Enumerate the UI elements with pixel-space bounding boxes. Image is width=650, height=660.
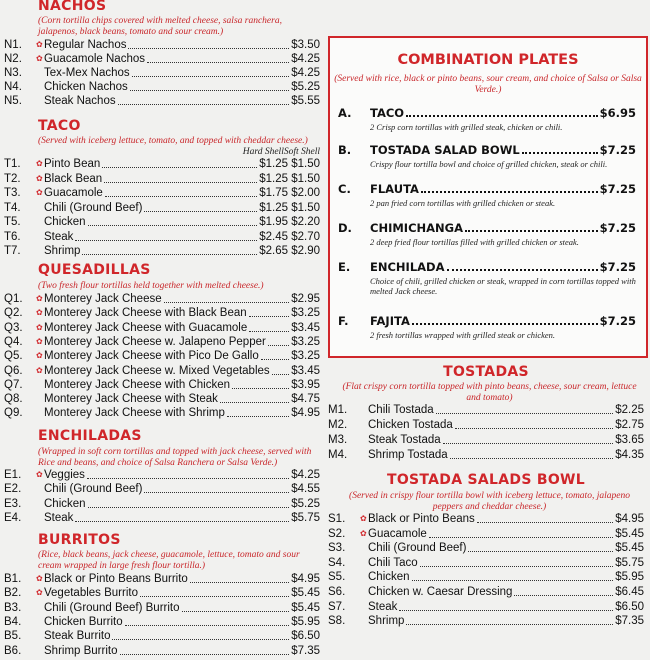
item-name: Guacamole Nachos — [44, 53, 145, 66]
item-price: $4.95 — [291, 573, 320, 585]
hard-shell-price: $1.25 — [259, 158, 288, 170]
item-price: $5.95 — [291, 615, 320, 628]
item-name: Chili (Ground Beef) Burrito — [44, 601, 180, 614]
combination-item — [338, 106, 636, 132]
item-code: T3. — [4, 187, 21, 199]
combination-description: 2 Crisp corn tortillas with grilled steak, chicken or chili. — [370, 122, 563, 132]
burritos-title: BURRITOS — [38, 532, 121, 548]
combination-price: $7.25 — [599, 221, 636, 235]
menu-item-row — [4, 601, 320, 615]
dot-leader — [104, 182, 257, 183]
menu-item-row — [328, 585, 644, 599]
item-code: Q6. — [4, 364, 23, 377]
dot-leader — [164, 302, 290, 303]
item-price: $5.45 — [291, 587, 320, 600]
veggie-icon: ✿ — [36, 40, 43, 49]
combination-letter: C. — [338, 182, 351, 196]
item-code: Q8. — [4, 393, 23, 406]
menu-item-row — [4, 378, 320, 392]
item-code: Q2. — [4, 307, 23, 320]
veggie-icon: ✿ — [36, 351, 43, 361]
menu-item-row — [4, 38, 320, 52]
dot-leader — [182, 611, 290, 612]
item-name: Steak — [44, 230, 74, 243]
hard-shell-price: $2.45 — [259, 230, 288, 243]
tostadas-title: TOSTADAS — [443, 364, 529, 380]
menu-item-row — [4, 482, 320, 496]
item-name: Steak — [368, 600, 398, 613]
dot-leader — [455, 428, 613, 429]
dot-leader — [261, 359, 289, 360]
item-price: $3.95 — [291, 378, 320, 391]
item-code: B4. — [4, 615, 22, 628]
item-price: $6.50 — [291, 630, 320, 643]
item-price: $4.25 — [291, 53, 320, 66]
item-price: $5.45 — [291, 601, 320, 614]
veggie-icon: ✿ — [36, 294, 43, 303]
combination-name: FAJITA — [370, 314, 410, 328]
menu-item-row — [4, 615, 320, 629]
menu-item-row — [4, 94, 320, 108]
item-price: $3.65 — [615, 434, 644, 446]
dot-leader — [268, 345, 289, 346]
soft-shell-price: $2.70 — [291, 230, 320, 243]
hard-shell-price: $1.25 — [259, 201, 288, 214]
nachos-title: NACHOS — [38, 0, 107, 14]
tostada_salads-description: (Served in crispy flour tortilla bowl with iceberg lettuce, tomato, jalapeno peppers and cheddar cheese.) — [349, 491, 630, 512]
item-price: $5.45 — [615, 527, 644, 540]
menu-item-row — [4, 157, 320, 171]
combination-item — [338, 260, 636, 296]
item-price: $5.55 — [291, 95, 320, 108]
item-price: $4.95 — [291, 407, 320, 420]
item-code: M1. — [328, 404, 348, 416]
veggie-icon: ✿ — [360, 514, 367, 523]
dot-leader — [465, 230, 598, 232]
combination-description: Choice of chili, grilled chicken or steak, wrapped in corn tortillas topped with melted Jack cheese. — [370, 276, 636, 296]
veggie-icon: ✿ — [36, 574, 43, 583]
item-name: Pinto Bean — [44, 158, 101, 170]
item-code: T4. — [4, 201, 21, 214]
item-price: $5.45 — [615, 542, 644, 555]
item-name: Monterey Jack Cheese — [44, 293, 162, 305]
item-code: E4. — [4, 512, 22, 525]
menu-item-row — [4, 244, 320, 258]
combination-plates-box — [328, 36, 648, 358]
menu-item-row — [4, 172, 320, 186]
dot-leader — [227, 416, 289, 417]
menu-item-row — [4, 511, 320, 525]
item-code: S7. — [328, 600, 346, 613]
item-code: S6. — [328, 586, 346, 598]
veggie-icon: ✿ — [36, 322, 43, 332]
item-price: $7.35 — [291, 644, 320, 657]
item-price: $4.75 — [291, 393, 320, 406]
menu-item-row — [328, 541, 644, 555]
veggie-icon: ✿ — [36, 470, 43, 479]
dot-leader — [105, 196, 257, 197]
veggie-icon: ✿ — [360, 528, 367, 538]
item-code: E2. — [4, 483, 22, 496]
item-name: Veggies — [44, 469, 85, 481]
burritos-description: (Rice, black beans, jack cheese, guacamole, lettuce, tomato and sour cream wrapped in large fresh flour tortilla.) — [38, 550, 300, 571]
dot-leader — [450, 458, 614, 459]
dot-leader — [75, 521, 289, 522]
dot-leader — [232, 388, 289, 389]
item-code: N1. — [4, 39, 22, 51]
combination-description: 2 pan fried corn tortillas with grilled chicken or steak. — [370, 198, 556, 208]
item-name: Chicken Tostada — [368, 419, 453, 431]
menu-item-row — [328, 418, 644, 432]
menu-item-row — [4, 468, 320, 482]
item-name: Monterey Jack Cheese with Steak — [44, 393, 218, 406]
dot-leader — [514, 595, 613, 596]
menu-item-row — [328, 512, 644, 526]
item-price: $3.45 — [291, 321, 320, 334]
soft-shell-price: $1.50 — [291, 172, 320, 185]
dot-leader — [130, 90, 289, 91]
combination-item — [338, 314, 636, 340]
dot-leader — [132, 76, 290, 77]
dot-leader — [147, 62, 289, 63]
menu-item-row — [328, 433, 644, 447]
item-code: N4. — [4, 81, 22, 94]
menu-item-row — [4, 349, 320, 363]
item-name: Guacamole — [368, 527, 427, 540]
menu-item-row — [4, 321, 320, 335]
combination-name: CHIMICHANGA — [370, 221, 463, 235]
item-name: Chicken — [44, 497, 86, 510]
soft-shell-price: $2.00 — [291, 187, 320, 199]
dot-leader — [412, 580, 614, 581]
item-code: B2. — [4, 587, 22, 600]
menu-item-row — [328, 570, 644, 584]
dot-leader — [399, 610, 613, 611]
item-price: $5.75 — [615, 556, 644, 569]
dot-leader — [249, 331, 289, 332]
soft-shell-price: $2.20 — [291, 216, 320, 228]
quesadillas-description: (Two fresh flour tortillas held together with melted cheese.) — [38, 281, 264, 291]
item-name: Monterey Jack Cheese with Pico De Gallo — [44, 350, 259, 363]
item-name: Black or Pinto Beans Burrito — [44, 573, 188, 585]
item-name: Chicken Nachos — [44, 81, 128, 94]
item-code: Q3. — [4, 321, 23, 334]
item-name: Shrimp Burrito — [44, 644, 118, 657]
combination-description: 2 fresh tortillas wrapped with grilled steak or chicken. — [370, 330, 556, 340]
dot-leader — [144, 492, 289, 493]
item-name: Monterey Jack Cheese with Black Bean — [44, 307, 247, 320]
menu-item-row — [4, 364, 320, 378]
item-code: Q5. — [4, 350, 23, 363]
tostada_salads-title: TOSTADA SALADS BOWL — [386, 472, 586, 488]
item-code: T7. — [4, 245, 21, 257]
combination-item — [338, 182, 636, 208]
dot-leader — [420, 566, 614, 567]
dot-leader — [406, 115, 598, 117]
item-name: Shrimp — [368, 615, 405, 628]
menu-item-row — [4, 497, 320, 511]
item-price: $6.50 — [615, 600, 644, 613]
item-name: Chili (Ground Beef) — [44, 483, 143, 496]
item-price: $2.25 — [615, 404, 644, 416]
item-price: $3.25 — [291, 307, 320, 320]
soft-shell-price: $2.90 — [291, 245, 320, 257]
item-code: T6. — [4, 230, 21, 243]
item-name: Vegetables Burrito — [44, 587, 138, 600]
combination-price: $7.25 — [599, 260, 636, 274]
item-price: $3.50 — [291, 39, 320, 51]
item-name: Tex-Mex Nachos — [44, 67, 130, 80]
menu-item-row — [4, 66, 320, 80]
combination-name: TOSTADA SALAD BOWL — [370, 143, 520, 157]
combination-item-header — [338, 106, 636, 120]
menu-item-row — [328, 614, 644, 628]
menu-item-row — [328, 527, 644, 541]
combination-item-header — [338, 221, 636, 235]
taco-shell-labels: Hard ShellSoft Shell — [242, 147, 320, 157]
menu-item-row — [4, 292, 320, 306]
combination-letter: E. — [338, 260, 351, 274]
item-price: $3.25 — [291, 335, 320, 348]
item-code: Q7. — [4, 378, 23, 391]
veggie-icon: ✿ — [36, 588, 43, 598]
item-name: Black Bean — [44, 172, 103, 185]
item-code: B3. — [4, 601, 22, 614]
item-price: $3.25 — [291, 350, 320, 363]
soft-shell-price: $1.50 — [291, 158, 320, 170]
item-name: Steak Burrito — [44, 630, 111, 643]
quesadillas-title: QUESADILLAS — [38, 262, 151, 278]
item-name: Steak — [44, 512, 74, 525]
menu-item-row — [328, 448, 644, 462]
dot-leader — [88, 507, 290, 508]
dot-leader — [102, 167, 257, 168]
item-price: $5.95 — [615, 571, 644, 584]
item-name: Monterey Jack Cheese w. Mixed Vegetables — [44, 364, 270, 377]
item-name: Steak Nachos — [44, 95, 116, 108]
nachos-description: (Corn tortilla chips covered with melted cheese, salsa ranchera, jalapenos, black beans, tomato and sour cream.) — [38, 16, 282, 37]
combination-price: $7.25 — [599, 143, 636, 157]
item-name: Shrimp Tostada — [368, 449, 448, 461]
item-code: N3. — [4, 67, 22, 80]
dot-leader — [412, 323, 598, 325]
item-code: B6. — [4, 644, 22, 657]
item-name: Shrimp — [44, 245, 81, 257]
menu-item-row — [328, 600, 644, 614]
item-code: T5. — [4, 216, 21, 228]
dot-leader — [75, 240, 257, 241]
veggie-icon: ✿ — [36, 188, 43, 197]
combination-description: (Served with rice, black or pinto beans, sour cream, and choice of Salsa or Salsa Verde.) — [334, 74, 642, 95]
combination-item — [338, 221, 636, 247]
soft-shell-price: $1.50 — [291, 201, 320, 214]
dot-leader — [468, 551, 613, 552]
dot-leader — [190, 582, 289, 583]
menu-item-row — [328, 556, 644, 570]
item-name: Chicken — [44, 216, 86, 228]
dot-leader — [82, 254, 257, 255]
combination-item — [338, 143, 636, 169]
combination-item-header — [338, 314, 636, 328]
menu-item-row — [4, 215, 320, 229]
item-code: S2. — [328, 527, 346, 540]
combination-name: FLAUTA — [370, 182, 419, 196]
veggie-icon: ✿ — [36, 336, 43, 346]
item-price: $4.55 — [291, 483, 320, 496]
combination-price: $6.95 — [599, 106, 636, 120]
dot-leader — [421, 191, 598, 193]
dot-leader — [120, 654, 290, 655]
item-code: S1. — [328, 513, 346, 525]
menu-item-row — [4, 80, 320, 94]
menu-item-row — [328, 403, 644, 417]
dot-leader — [220, 402, 289, 403]
item-price: $2.95 — [291, 293, 320, 305]
combination-letter: F. — [338, 314, 349, 328]
tostadas-description: (Flat crispy corn tortilla topped with pinto beans, cheese, sour cream, lettuce and tomato) — [342, 382, 637, 403]
combination-name: ENCHILADA — [370, 260, 445, 274]
item-code: M3. — [328, 434, 348, 446]
item-code: Q4. — [4, 335, 23, 348]
item-price: $4.95 — [615, 513, 644, 525]
menu-item-row — [4, 406, 320, 420]
enchiladas-description: (Wrapped in soft corn tortillas and topped with jack cheese, served with Rice and beans, and choice of Salsa Ranchera or Salsa Verde.) — [38, 447, 312, 468]
item-code: M4. — [328, 449, 348, 461]
item-code: S8. — [328, 615, 346, 628]
dot-leader — [436, 413, 614, 414]
item-name: Monterey Jack Cheese with Shrimp — [44, 407, 225, 420]
item-name: Chicken — [368, 571, 410, 584]
menu-item-row — [4, 644, 320, 658]
dot-leader — [522, 152, 598, 154]
item-price: $4.25 — [291, 67, 320, 80]
combination-letter: D. — [338, 221, 352, 235]
item-name: Chili (Ground Beef) — [368, 542, 467, 555]
dot-leader — [447, 269, 598, 271]
taco-description: (Served with iceberg lettuce, tomato, and topped with cheddar cheese.) — [38, 136, 308, 146]
veggie-icon: ✿ — [36, 54, 43, 64]
dot-leader — [272, 374, 290, 375]
item-name: Guacamole — [44, 187, 103, 199]
item-code: M2. — [328, 419, 348, 431]
combination-description: 2 deep fried flour tortillas filled with grilled chicken or steak. — [370, 237, 579, 247]
combination-price: $7.25 — [599, 314, 636, 328]
menu-item-row — [4, 186, 320, 200]
combination-title: COMBINATION PLATES — [397, 52, 579, 68]
item-price: $2.75 — [615, 419, 644, 431]
item-code: E3. — [4, 497, 22, 510]
item-name: Monterey Jack Cheese w. Jalapeno Pepper — [44, 335, 266, 348]
item-price: $5.25 — [291, 497, 320, 510]
item-name: Monterey Jack Cheese with Guacamole — [44, 321, 248, 334]
hard-shell-price: $1.75 — [259, 187, 288, 199]
combination-letter: B. — [338, 143, 352, 157]
item-code: B1. — [4, 573, 22, 585]
item-code: N2. — [4, 53, 22, 66]
enchiladas-title: ENCHILADAS — [38, 428, 142, 444]
dot-leader — [87, 478, 289, 479]
item-name: Steak Tostada — [368, 434, 441, 446]
item-price: $6.45 — [615, 586, 644, 598]
item-code: T1. — [4, 158, 21, 170]
dot-leader — [443, 443, 614, 444]
item-code: B5. — [4, 630, 22, 643]
item-name: Chili Tostada — [368, 404, 434, 416]
dot-leader — [112, 639, 289, 640]
item-name: Black or Pinto Beans — [368, 513, 475, 525]
menu-item-row — [4, 392, 320, 406]
taco-title: TACO — [38, 118, 81, 134]
item-code: S3. — [328, 542, 346, 555]
veggie-icon: ✿ — [36, 365, 43, 375]
combination-price: $7.25 — [599, 182, 636, 196]
menu-item-row — [4, 230, 320, 244]
combination-description: Crispy flour tortilla bowl and choice of grilled chicken, steak or chili. — [370, 159, 608, 169]
combination-item-header — [338, 143, 636, 157]
item-price: $3.45 — [291, 364, 320, 377]
item-price: $4.25 — [291, 469, 320, 481]
dot-leader — [249, 316, 290, 317]
hard-shell-price: $2.65 — [259, 245, 288, 257]
dot-leader — [406, 624, 613, 625]
item-code: Q9. — [4, 407, 23, 420]
item-code: E1. — [4, 469, 22, 481]
item-price: $4.35 — [615, 449, 644, 461]
combination-item-header — [338, 182, 636, 196]
menu-item-row — [4, 586, 320, 600]
dot-leader — [88, 225, 258, 226]
item-code: S4. — [328, 556, 346, 569]
combination-letter: A. — [338, 106, 352, 120]
item-name: Chili Taco — [368, 556, 418, 569]
item-price: $7.35 — [615, 615, 644, 628]
veggie-icon: ✿ — [36, 308, 43, 318]
item-price: $5.75 — [291, 512, 320, 525]
menu-item-row — [4, 201, 320, 215]
dot-leader — [140, 596, 289, 597]
item-name: Chili (Ground Beef) — [44, 201, 143, 214]
menu-item-row — [4, 52, 320, 66]
hard-shell-price: $1.95 — [259, 216, 288, 228]
combination-name: TACO — [370, 106, 405, 120]
item-name: Chicken Burrito — [44, 615, 123, 628]
item-price: $5.25 — [291, 81, 320, 94]
dot-leader — [429, 537, 613, 538]
item-code: Q1. — [4, 293, 23, 305]
menu-item-row — [4, 629, 320, 643]
dot-leader — [128, 48, 289, 49]
combination-item-header — [338, 260, 636, 274]
item-name: Chicken w. Caesar Dressing — [368, 586, 513, 598]
dot-leader — [144, 211, 257, 212]
dot-leader — [477, 522, 613, 523]
item-code: S5. — [328, 571, 346, 584]
veggie-icon: ✿ — [36, 173, 43, 183]
item-name: Regular Nachos — [44, 39, 127, 51]
dot-leader — [125, 625, 290, 626]
item-code: T2. — [4, 172, 21, 185]
item-code: N5. — [4, 95, 22, 108]
menu-item-row — [4, 306, 320, 320]
menu-item-row — [4, 335, 320, 349]
menu-item-row — [4, 572, 320, 586]
veggie-icon: ✿ — [36, 159, 43, 168]
item-name: Monterey Jack Cheese with Chicken — [44, 378, 230, 391]
dot-leader — [118, 104, 290, 105]
hard-shell-price: $1.25 — [259, 172, 288, 185]
